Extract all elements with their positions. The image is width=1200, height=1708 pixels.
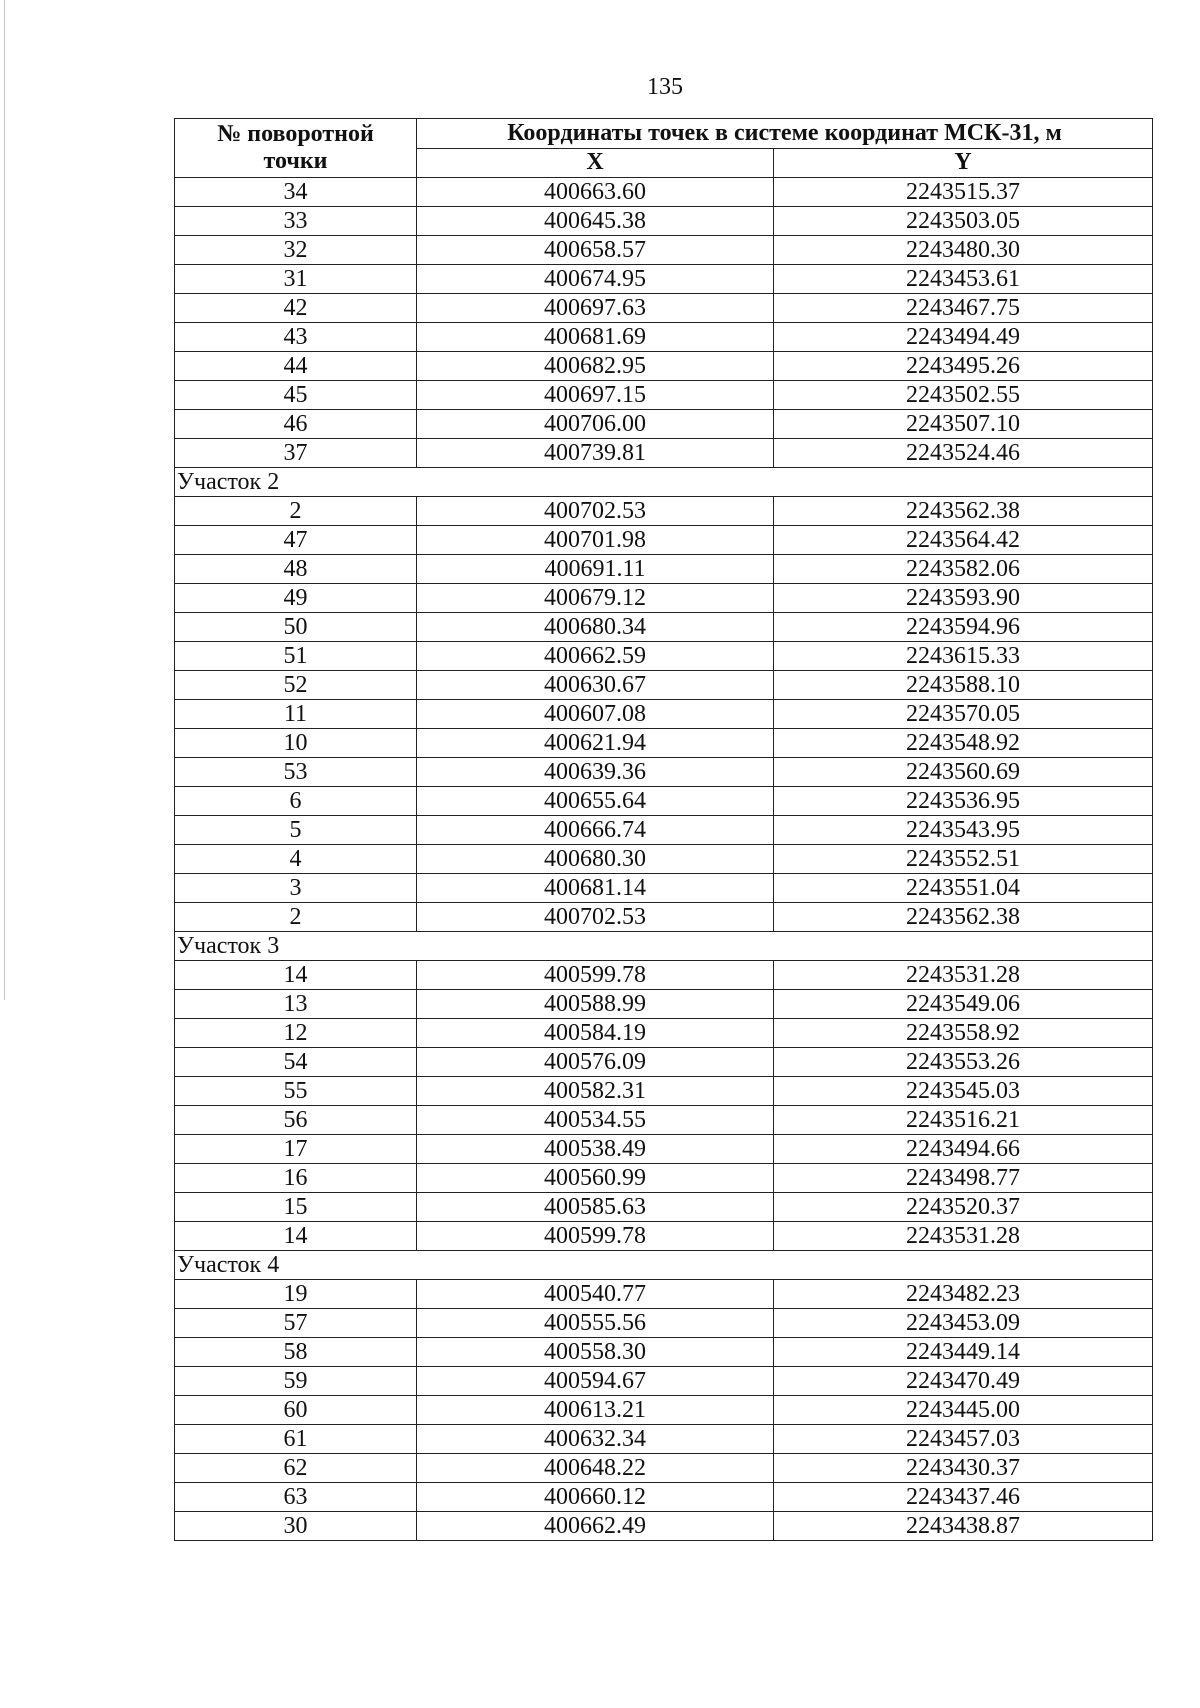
- cell-y: 2243449.14: [774, 1338, 1153, 1367]
- cell-point-number: 5: [175, 816, 417, 845]
- cell-x: 400621.94: [417, 729, 774, 758]
- section-title: Участок 4: [175, 1251, 1153, 1280]
- table-row: [175, 555, 1153, 584]
- cell-point-number: 48: [175, 555, 417, 584]
- cell-x: 400660.12: [417, 1483, 774, 1512]
- cell-x: 400599.78: [417, 961, 774, 990]
- table-row: [175, 787, 1153, 816]
- cell-x: 400681.14: [417, 874, 774, 903]
- cell-x: 400679.12: [417, 584, 774, 613]
- table-row: [175, 1135, 1153, 1164]
- cell-point-number: 32: [175, 236, 417, 265]
- table-row: [175, 700, 1153, 729]
- header-point-line1: № поворотной: [217, 121, 374, 147]
- cell-x: 400645.38: [417, 207, 774, 236]
- cell-x: 400663.60: [417, 178, 774, 207]
- section-row: [175, 1251, 1153, 1280]
- table-row: [175, 961, 1153, 990]
- table-row: [175, 1019, 1153, 1048]
- cell-y: 2243457.03: [774, 1425, 1153, 1454]
- cell-point-number: 12: [175, 1019, 417, 1048]
- cell-point-number: 19: [175, 1280, 417, 1309]
- cell-y: 2243562.38: [774, 903, 1153, 932]
- table-row: [175, 671, 1153, 700]
- table-row: [175, 1048, 1153, 1077]
- table-row: [175, 584, 1153, 613]
- cell-x: 400534.55: [417, 1106, 774, 1135]
- table-row: [175, 381, 1153, 410]
- table-row: [175, 1512, 1153, 1541]
- table-row: [175, 729, 1153, 758]
- cell-point-number: 2: [175, 903, 417, 932]
- cell-x: 400599.78: [417, 1222, 774, 1251]
- cell-y: 2243494.49: [774, 323, 1153, 352]
- header-point-number: [175, 119, 417, 178]
- cell-y: 2243560.69: [774, 758, 1153, 787]
- section-row: [175, 468, 1153, 497]
- table-row: [175, 1193, 1153, 1222]
- cell-x: 400639.36: [417, 758, 774, 787]
- cell-point-number: 37: [175, 439, 417, 468]
- cell-point-number: 33: [175, 207, 417, 236]
- cell-y: 2243507.10: [774, 410, 1153, 439]
- cell-y: 2243453.61: [774, 265, 1153, 294]
- cell-x: 400538.49: [417, 1135, 774, 1164]
- table-row: [175, 903, 1153, 932]
- cell-x: 400739.81: [417, 439, 774, 468]
- cell-point-number: 56: [175, 1106, 417, 1135]
- binder-edge-line: [4, 0, 5, 1000]
- cell-x: 400681.69: [417, 323, 774, 352]
- cell-x: 400697.15: [417, 381, 774, 410]
- cell-point-number: 31: [175, 265, 417, 294]
- cell-x: 400588.99: [417, 990, 774, 1019]
- cell-x: 400674.95: [417, 265, 774, 294]
- table-row: [175, 236, 1153, 265]
- cell-x: 400584.19: [417, 1019, 774, 1048]
- header-point-line2: точки: [263, 148, 328, 174]
- table-row: [175, 1454, 1153, 1483]
- cell-y: 2243545.03: [774, 1077, 1153, 1106]
- header-row: [175, 119, 1153, 149]
- cell-x: 400662.59: [417, 642, 774, 671]
- cell-x: 400607.08: [417, 700, 774, 729]
- cell-y: 2243570.05: [774, 700, 1153, 729]
- table-row: [175, 816, 1153, 845]
- cell-point-number: 57: [175, 1309, 417, 1338]
- cell-y: 2243552.51: [774, 845, 1153, 874]
- table-row: [175, 758, 1153, 787]
- cell-x: 400558.30: [417, 1338, 774, 1367]
- table-row: [175, 1106, 1153, 1135]
- table-row: [175, 294, 1153, 323]
- table-row: [175, 990, 1153, 1019]
- cell-y: 2243582.06: [774, 555, 1153, 584]
- section-title: Участок 2: [175, 468, 1153, 497]
- cell-y: 2243553.26: [774, 1048, 1153, 1077]
- cell-y: 2243588.10: [774, 671, 1153, 700]
- cell-point-number: 34: [175, 178, 417, 207]
- cell-point-number: 30: [175, 1512, 417, 1541]
- cell-point-number: 2: [175, 497, 417, 526]
- cell-x: 400594.67: [417, 1367, 774, 1396]
- cell-x: 400680.30: [417, 845, 774, 874]
- cell-x: 400632.34: [417, 1425, 774, 1454]
- cell-x: 400630.67: [417, 671, 774, 700]
- cell-point-number: 16: [175, 1164, 417, 1193]
- section-row: [175, 932, 1153, 961]
- cell-y: 2243516.21: [774, 1106, 1153, 1135]
- cell-y: 2243430.37: [774, 1454, 1153, 1483]
- cell-y: 2243549.06: [774, 990, 1153, 1019]
- section-title: Участок 3: [175, 932, 1153, 961]
- cell-x: 400706.00: [417, 410, 774, 439]
- cell-y: 2243593.90: [774, 584, 1153, 613]
- cell-y: 2243495.26: [774, 352, 1153, 381]
- cell-x: 400662.49: [417, 1512, 774, 1541]
- cell-x: 400613.21: [417, 1396, 774, 1425]
- cell-x: 400697.63: [417, 294, 774, 323]
- header-y: Y: [774, 148, 1153, 178]
- cell-point-number: 60: [175, 1396, 417, 1425]
- cell-x: 400576.09: [417, 1048, 774, 1077]
- cell-y: 2243520.37: [774, 1193, 1153, 1222]
- cell-point-number: 55: [175, 1077, 417, 1106]
- table-row: [175, 1077, 1153, 1106]
- cell-point-number: 50: [175, 613, 417, 642]
- table-row: [175, 323, 1153, 352]
- cell-point-number: 44: [175, 352, 417, 381]
- cell-y: 2243437.46: [774, 1483, 1153, 1512]
- cell-point-number: 47: [175, 526, 417, 555]
- cell-point-number: 63: [175, 1483, 417, 1512]
- table-row: [175, 1338, 1153, 1367]
- cell-point-number: 10: [175, 729, 417, 758]
- cell-x: 400702.53: [417, 903, 774, 932]
- header-x: X: [417, 148, 774, 178]
- cell-y: 2243453.09: [774, 1309, 1153, 1338]
- table-row: [175, 1164, 1153, 1193]
- cell-point-number: 13: [175, 990, 417, 1019]
- cell-point-number: 51: [175, 642, 417, 671]
- cell-point-number: 49: [175, 584, 417, 613]
- table-row: [175, 1425, 1153, 1454]
- table-header: [175, 119, 1153, 178]
- table-row: [175, 439, 1153, 468]
- cell-y: 2243558.92: [774, 1019, 1153, 1048]
- cell-y: 2243503.05: [774, 207, 1153, 236]
- table-row: [175, 526, 1153, 555]
- table-row: [175, 1280, 1153, 1309]
- cell-y: 2243531.28: [774, 961, 1153, 990]
- table-row: [175, 410, 1153, 439]
- cell-y: 2243551.04: [774, 874, 1153, 903]
- cell-y: 2243445.00: [774, 1396, 1153, 1425]
- cell-x: 400680.34: [417, 613, 774, 642]
- cell-x: 400648.22: [417, 1454, 774, 1483]
- cell-y: 2243494.66: [774, 1135, 1153, 1164]
- cell-x: 400682.95: [417, 352, 774, 381]
- cell-point-number: 11: [175, 700, 417, 729]
- table-row: [175, 1367, 1153, 1396]
- cell-point-number: 4: [175, 845, 417, 874]
- cell-y: 2243438.87: [774, 1512, 1153, 1541]
- cell-y: 2243564.42: [774, 526, 1153, 555]
- page-number: 135: [647, 74, 683, 100]
- cell-y: 2243536.95: [774, 787, 1153, 816]
- table-row: [175, 1222, 1153, 1251]
- table-row: [175, 352, 1153, 381]
- header-coordinates-group: Координаты точек в системе координат МСК-31, м: [417, 119, 1153, 149]
- table-row: [175, 613, 1153, 642]
- cell-y: 2243467.75: [774, 294, 1153, 323]
- table-row: [175, 874, 1153, 903]
- cell-x: 400702.53: [417, 497, 774, 526]
- coordinates-table: [174, 118, 1153, 1541]
- cell-point-number: 3: [175, 874, 417, 903]
- cell-point-number: 14: [175, 1222, 417, 1251]
- cell-y: 2243498.77: [774, 1164, 1153, 1193]
- cell-y: 2243548.92: [774, 729, 1153, 758]
- cell-point-number: 61: [175, 1425, 417, 1454]
- cell-x: 400585.63: [417, 1193, 774, 1222]
- cell-point-number: 15: [175, 1193, 417, 1222]
- cell-x: 400582.31: [417, 1077, 774, 1106]
- cell-point-number: 46: [175, 410, 417, 439]
- cell-point-number: 42: [175, 294, 417, 323]
- cell-point-number: 17: [175, 1135, 417, 1164]
- table-row: [175, 642, 1153, 671]
- cell-y: 2243502.55: [774, 381, 1153, 410]
- table-body: [175, 178, 1153, 1541]
- cell-y: 2243470.49: [774, 1367, 1153, 1396]
- cell-point-number: 53: [175, 758, 417, 787]
- cell-x: 400666.74: [417, 816, 774, 845]
- cell-x: 400691.11: [417, 555, 774, 584]
- cell-point-number: 14: [175, 961, 417, 990]
- cell-point-number: 54: [175, 1048, 417, 1077]
- table-row: [175, 178, 1153, 207]
- cell-x: 400560.99: [417, 1164, 774, 1193]
- cell-point-number: 52: [175, 671, 417, 700]
- cell-point-number: 6: [175, 787, 417, 816]
- cell-point-number: 45: [175, 381, 417, 410]
- cell-y: 2243562.38: [774, 497, 1153, 526]
- cell-y: 2243543.95: [774, 816, 1153, 845]
- table-row: [175, 497, 1153, 526]
- cell-y: 2243524.46: [774, 439, 1153, 468]
- cell-x: 400540.77: [417, 1280, 774, 1309]
- table-row: [175, 1483, 1153, 1512]
- cell-y: 2243515.37: [774, 178, 1153, 207]
- table-row: [175, 1396, 1153, 1425]
- cell-point-number: 58: [175, 1338, 417, 1367]
- cell-y: 2243594.96: [774, 613, 1153, 642]
- cell-point-number: 59: [175, 1367, 417, 1396]
- table-row: [175, 265, 1153, 294]
- cell-point-number: 43: [175, 323, 417, 352]
- cell-point-number: 62: [175, 1454, 417, 1483]
- table-row: [175, 207, 1153, 236]
- table-row: [175, 1309, 1153, 1338]
- cell-x: 400555.56: [417, 1309, 774, 1338]
- cell-x: 400658.57: [417, 236, 774, 265]
- cell-y: 2243531.28: [774, 1222, 1153, 1251]
- cell-x: 400655.64: [417, 787, 774, 816]
- cell-y: 2243480.30: [774, 236, 1153, 265]
- cell-y: 2243482.23: [774, 1280, 1153, 1309]
- cell-y: 2243615.33: [774, 642, 1153, 671]
- cell-x: 400701.98: [417, 526, 774, 555]
- table-row: [175, 845, 1153, 874]
